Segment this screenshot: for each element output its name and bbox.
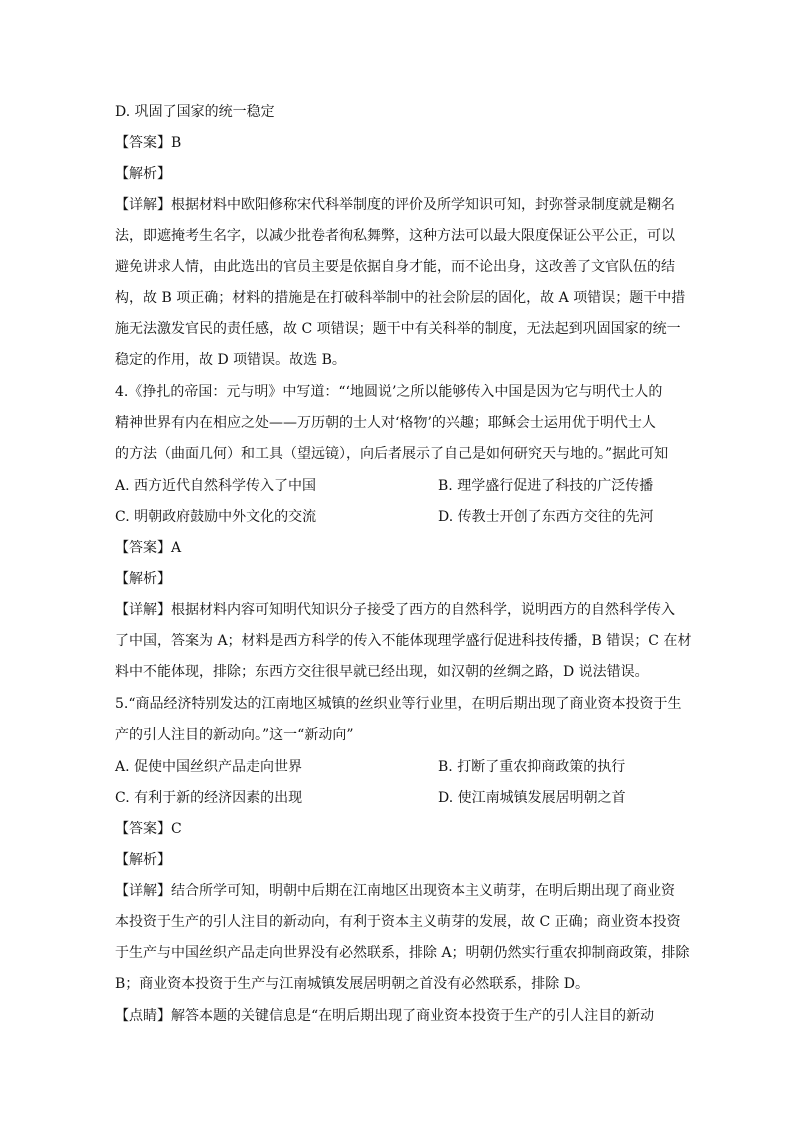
q5-detail-line: 于生产与中国丝织产品走向世界没有必然联系，排除 A；明朝仍然实行重农抑制商政策，排除 xyxy=(115,945,690,961)
q4-answer xyxy=(115,538,181,558)
q3-detail-line: 施无法激发官民的责任感，故 C 项错误；题干中有关科举的制度，无法起到巩固国家的统一 xyxy=(115,321,681,337)
q5-option-d: D. 使江南城镇发展居明朝之首 xyxy=(438,790,626,806)
q5-stem-line: 产的引人注目的新动向。”这一“新动向” xyxy=(115,727,354,743)
q5-stem-line: 5.“商品经济特别发达的江南地区城镇的丝织业等行业里，在明后期出现了商业资本投资于生 xyxy=(115,696,682,712)
q4-detail-line: 【详解】根据材料内容可知明代知识分子接受了西方的自然科学，说明西方的自然科学传入 xyxy=(115,602,675,618)
answer-tag: 【答案】 xyxy=(115,540,171,556)
q3-detail-line: 构，故 B 项正确；材料的措施是在打破科举制中的社会阶层的固化，故 A 项错误；题干中措 xyxy=(115,290,686,306)
q4-detail-line: 了中国，答案为 A；材料是西方科学的传入不能体现理学盛行促进科技传播，B 错误；C 在材 xyxy=(115,633,692,649)
q3-answer xyxy=(115,133,181,153)
q4-analysis-tag: 【解析】 xyxy=(115,571,171,587)
q3-detail-line: 法，即遮掩考生名字，以减少批卷者徇私舞弊，这种方法可以最大限度保证公平公正，可以 xyxy=(115,228,675,244)
q5-option-b: B. 打断了重农抑商政策的执行 xyxy=(438,759,626,775)
q4-detail-line: 料中不能体现，排除；东西方交往很早就已经出现，如汉朝的丝绸之路，D 说法错误。 xyxy=(115,664,649,680)
q5-analysis-tag: 【解析】 xyxy=(115,852,171,868)
q5-tip-line: 【点睛】解答本题的关键信息是“在明后期出现了商业资本投资于生产的引人注目的新动 xyxy=(115,1008,655,1024)
q4-option-d: D. 传教士开创了东西方交往的先河 xyxy=(438,509,654,525)
answer-value: B xyxy=(171,135,182,151)
q5-detail-line: 本投资于生产的引人注目的新动向，有利于资本主义萌芽的发展，故 C 正确；商业资本投资 xyxy=(115,914,681,930)
q4-option-a: A. 西方近代自然科学传入了中国 xyxy=(115,478,317,494)
q4-stem-line: 4.《挣扎的帝国：元与明》中写道：“‘地圆说’之所以能够传入中国是因为它与明代士人的 xyxy=(115,384,663,400)
q4-option-c: C. 明朝政府鼓励中外文化的交流 xyxy=(115,509,317,525)
q3-analysis-tag: 【解析】 xyxy=(115,166,171,182)
q5-option-a: A. 促使中国丝织产品走向世界 xyxy=(115,759,303,775)
answer-tag: 【答案】 xyxy=(115,135,171,151)
q5-answer xyxy=(115,819,182,839)
q4-option-b: B. 理学盛行促进了科技的广泛传播 xyxy=(438,478,654,494)
q3-detail-line: 避免讲求人情，由此选出的官员主要是依据自身才能，而不论出身，这改善了文官队伍的结 xyxy=(115,259,675,275)
answer-value: C xyxy=(171,821,182,837)
answer-value: A xyxy=(171,540,182,556)
q3-detail-line: 【详解】根据材料中欧阳修称宋代科举制度的评价及所学知识可知，封弥誉录制度就是糊名 xyxy=(115,197,675,213)
q3-detail-line: 稳定的作用，故 D 项错误。故选 B。 xyxy=(115,352,346,368)
q5-detail-line: 【详解】结合所学可知，明朝中后期在江南地区出现资本主义萌芽，在明后期出现了商业资 xyxy=(115,883,675,899)
answer-tag: 【答案】 xyxy=(115,821,171,837)
q5-option-c: C. 有利于新的经济因素的出现 xyxy=(115,790,303,806)
q3-option-d: D. 巩固了国家的统一稳定 xyxy=(115,104,275,120)
q5-detail-line: B；商业资本投资于生产与江南城镇发展居明朝之首没有必然联系，排除 D。 xyxy=(115,976,589,992)
q4-stem-line: 的方法（曲面几何）和工具（望远镜），向后者展示了自己是如何研究天与地的。”据此可知 xyxy=(115,446,669,462)
q4-stem-line: 精神世界有内在相应之处——万历朝的士人对‘格物’的兴趣；耶稣会士运用优于明代士人 xyxy=(115,415,656,431)
